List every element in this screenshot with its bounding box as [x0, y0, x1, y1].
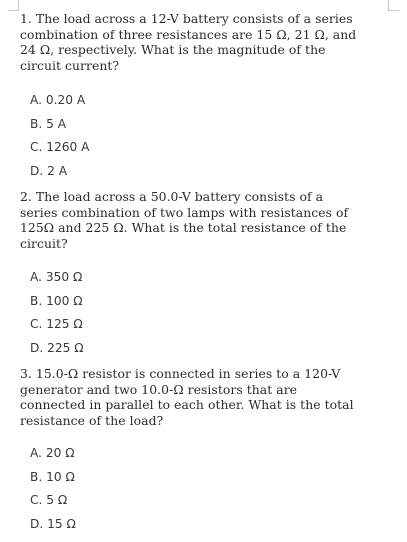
answer-option-d[interactable]: D. 15 Ω	[30, 516, 76, 531]
question-1-text	[20, 11, 382, 73]
answer-option-a[interactable]: A. 0.20 A	[30, 93, 86, 107]
answer-option-b[interactable]: B. 10 Ω	[30, 469, 75, 484]
question-line: 24 Ω, respectively. What is the magnitude of the	[20, 42, 326, 58]
question-line: circuit?	[20, 235, 68, 251]
question-line: circuit current?	[20, 57, 120, 73]
question-3-text	[20, 366, 382, 428]
question-line: resistance of the load?	[20, 412, 164, 428]
answer-option-c[interactable]: C. 125 Ω	[30, 317, 83, 331]
corner-crop-mark	[8, 0, 19, 11]
answer-option-a[interactable]: A. 20 Ω	[30, 446, 75, 460]
answer-option-c[interactable]: C. 1260 A	[30, 140, 90, 154]
question-line: 125Ω and 225 Ω. What is the total resistance of the	[20, 220, 347, 236]
question-line: 1. The load across a 12-V battery consists of a series	[20, 11, 353, 26]
question-2-options	[30, 266, 84, 360]
answer-option-b[interactable]: B. 100 Ω	[30, 293, 83, 308]
question-line: 3. 15.0-Ω resistor is connected in series to a 120-V	[20, 366, 341, 381]
question-3-options	[30, 442, 76, 536]
question-2-text	[20, 189, 382, 251]
answer-option-c[interactable]: C. 5 Ω	[30, 493, 68, 507]
answer-option-b[interactable]: B. 5 A	[30, 116, 67, 131]
question-1-options	[30, 89, 90, 183]
answer-option-d[interactable]: D. 2 A	[30, 163, 68, 178]
question-line: 2. The load across a 50.0-V battery consists of a	[20, 189, 324, 204]
question-line: combination of three resistances are 15 Ω, 21 Ω, and	[20, 26, 357, 42]
question-line: series combination of two lamps with resistances of	[20, 204, 349, 220]
question-line: generator and two 10.0-Ω resistors that are	[20, 381, 298, 397]
question-line: connected in parallel to each other. What is the total	[20, 397, 354, 413]
answer-option-d[interactable]: D. 225 Ω	[30, 340, 84, 355]
answer-option-a[interactable]: A. 350 Ω	[30, 270, 83, 284]
corner-crop-mark	[388, 0, 399, 11]
